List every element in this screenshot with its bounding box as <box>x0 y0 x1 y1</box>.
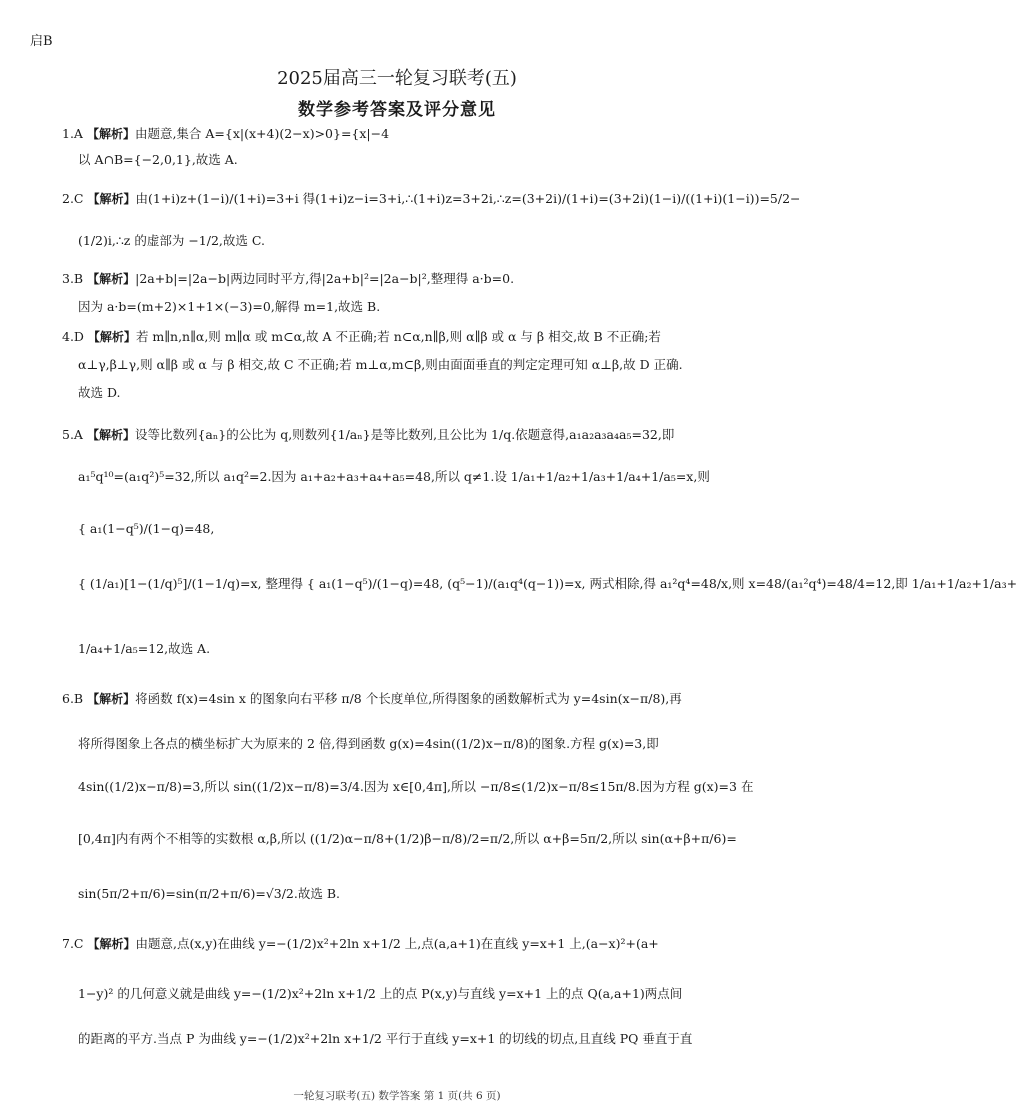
text-line: 4.D 【解析】若 m∥n,n∥α,则 m∥α 或 m⊂α,故 A 不正确;若 n⊂α,n∥β,则 α∥β 或 α 与 β 相交,故 B 不正确;若 <box>62 329 661 344</box>
text-line: 以 A∩B={−2,0,1},故选 A. <box>78 152 238 167</box>
text-line: { a₁(1−q⁵)/(1−q)=48, <box>78 521 215 536</box>
text-line: 1/a₄+1/a₅=12,故选 A. <box>78 641 211 656</box>
text-line: 的距离的平方.当点 P 为曲线 y=−(1/2)x²+2ln x+1/2 平行于直线 y=x+1 的切线的切点,且直线 PQ 垂直于直 <box>78 1031 693 1046</box>
corner-mark: 启B <box>30 34 53 49</box>
document-subtitle: 数学参考答案及评分意见 <box>298 100 496 120</box>
text-line: 6.B 【解析】将函数 f(x)=4sin x 的图象向右平移 π/8 个长度单位,所得图象的函数解析式为 y=4sin(x−π/8),再 <box>62 691 682 706</box>
text-line: (1/2)i,∴z 的虚部为 −1/2,故选 C. <box>78 233 265 248</box>
text-line: 故选 D. <box>78 385 121 400</box>
text-line: α⊥γ,β⊥γ,则 α∥β 或 α 与 β 相交,故 C 不正确;若 m⊥α,m⊂β,则由面面垂直的判定定理可知 α⊥β,故 D 正确. <box>78 357 683 372</box>
text-line: sin(5π/2+π/6)=sin(π/2+π/6)=√3/2.故选 B. <box>78 886 340 901</box>
page-footer: 一轮复习联考(五) 数学答案 第 1 页(共 6 页) <box>293 1090 501 1102</box>
text-line: 1−y)² 的几何意义就是曲线 y=−(1/2)x²+2ln x+1/2 上的点 P(x,y)与直线 y=x+1 上的点 Q(a,a+1)两点间 <box>78 986 683 1001</box>
text-line: 4sin((1/2)x−π/8)=3,所以 sin((1/2)x−π/8)=3/4.因为 x∈[0,4π],所以 −π/8≤(1/2)x−π/8≤15π/8.因为方程 g(x)=3 在 <box>78 779 754 794</box>
exam-title: 2025届高三一轮复习联考(五) <box>277 68 517 89</box>
text-line: 因为 a·b=(m+2)×1+1×(−3)=0,解得 m=1,故选 B. <box>78 299 381 314</box>
text-line: a₁⁵q¹⁰=(a₁q²)⁵=32,所以 a₁q²=2.因为 a₁+a₂+a₃+a₄+a₅=48,所以 q≠1.设 1/a₁+1/a₂+1/a₃+1/a₄+1/a₅=x,则 <box>78 469 710 484</box>
text-line: 2.C 【解析】由(1+i)z+(1−i)/(1+i)=3+i 得(1+i)z−i=3+i,∴(1+i)z=3+2i,∴z=(3+2i)/(1+i)=(3+2i)(1−i)/((1+i)(1−i))=5/2− <box>62 191 801 206</box>
text-line: { (1/a₁)[1−(1/q)⁵]/(1−1/q)=x, 整理得 { a₁(1−q⁵)/(1−q)=48, (q⁵−1)/(a₁q⁴(q−1))=x, 两式相除,得 a₁²q⁴=48/x,则 x=48/(a₁²q⁴)=48/4=12,即 1/a₁+1/a₂+1/a₃+ <box>78 576 1017 591</box>
text-line: [0,4π]内有两个不相等的实数根 α,β,所以 ((1/2)α−π/8+(1/2)β−π/8)/2=π/2,所以 α+β=5π/2,所以 sin(α+β+π/6)= <box>78 831 737 846</box>
text-line: 1.A 【解析】由题意,集合 A={x|(x+4)(2−x)>0}={x|−4 <box>62 126 390 141</box>
text-line: 7.C 【解析】由题意,点(x,y)在曲线 y=−(1/2)x²+2ln x+1/2 上,点(a,a+1)在直线 y=x+1 上,(a−x)²+(a+ <box>62 936 659 951</box>
text-line: 5.A 【解析】设等比数列{aₙ}的公比为 q,则数列{1/aₙ}是等比数列,且公比为 1/q.依题意得,a₁a₂a₃a₄a₅=32,即 <box>62 427 675 442</box>
text-line: 将所得图象上各点的横坐标扩大为原来的 2 倍,得到函数 g(x)=4sin((1/2)x−π/8)的图象.方程 g(x)=3,即 <box>78 736 659 751</box>
text-line: 3.B 【解析】|2a+b|=|2a−b|两边同时平方,得|2a+b|²=|2a−b|²,整理得 a·b=0. <box>62 271 515 286</box>
